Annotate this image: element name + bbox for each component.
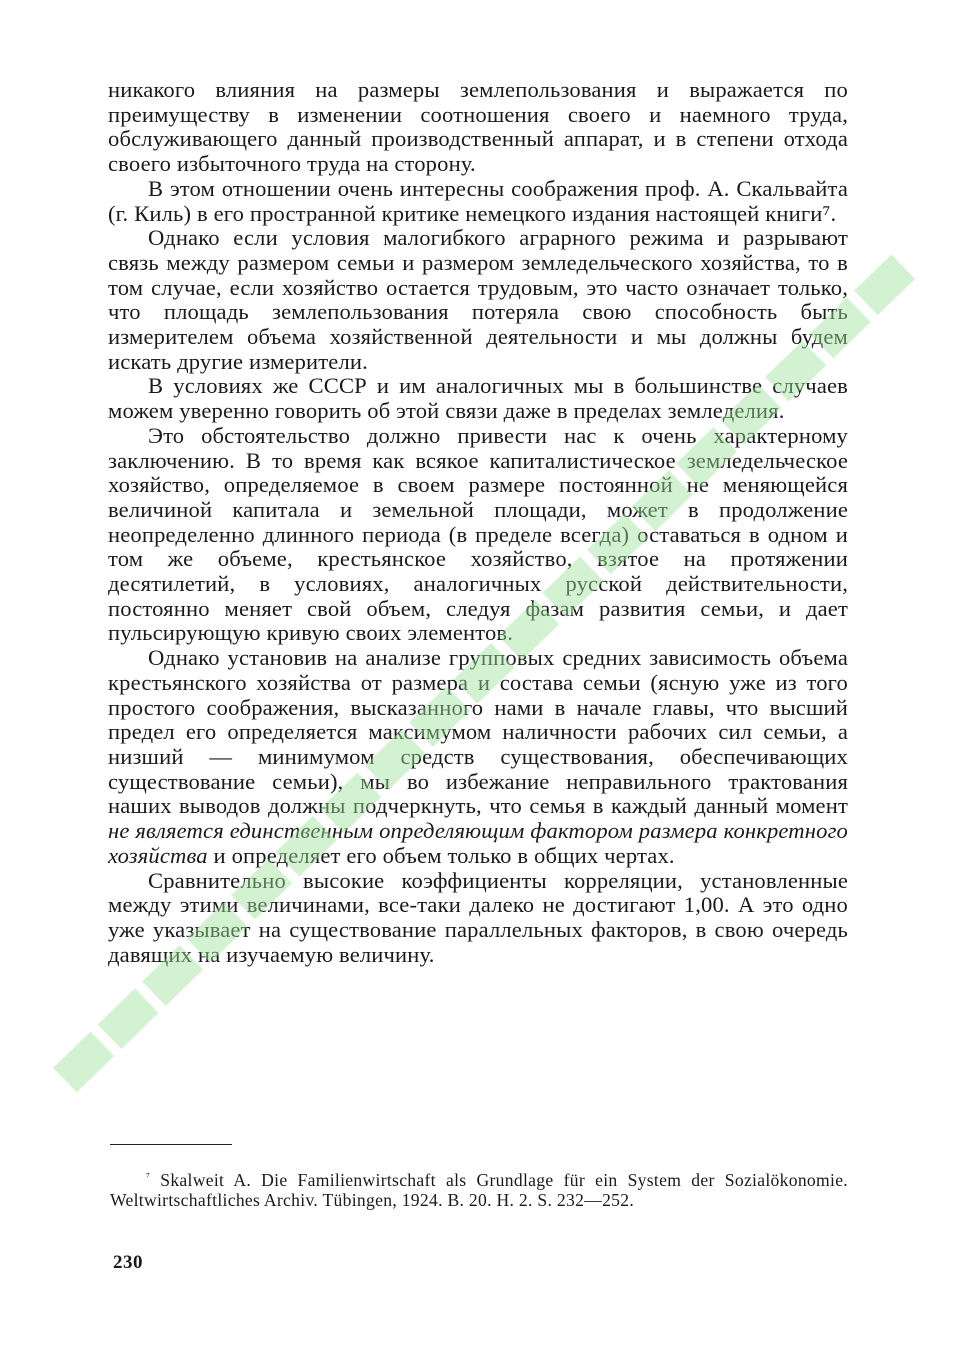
footnote-marker: ⁷ <box>146 1171 151 1183</box>
main-text <box>108 78 848 967</box>
paragraph-5: Это обстоятельство должно привести нас к очень характерному заключению. В то время как всякое капиталистическое земледельческое хозяйство, определяемое в своем размере постоянной не меняющейся величиной капитала и земельной площади, может в продолжение неопределенно длинного периода (в пределе всегда) оставаться в одном и том же объеме, крестьянское хозяйство, взятое на протяжении десятилетий, в условиях, аналогичных русской действительности, постоянно меняет свой объем, следуя фазам развития семьи, и дает пульсирующую кривую своих элементов. <box>108 422 848 646</box>
paragraph-2: В этом отношении очень интересны соображения проф. А. Скальвайта (г. Киль) в его пространной критике немецкого издания настоящей книги⁷. <box>108 175 848 226</box>
paragraph-1: никакого влияния на размеры землепользования и выражается по преимуществу в изменении соотношения своего и наемного труда, обслуживающего данный производственный аппарат, и в степени отхода своего избыточного труда на сторону. <box>108 77 848 177</box>
footnote <box>110 1168 848 1210</box>
page-number: 230 <box>113 1252 143 1273</box>
paragraph-7: Сравнительно высокие коэффициенты корреляции, установленные между этими величинами, все-таки далеко не достигают 1,00. А это одно уже указывает на существование параллельных факторов, в свою очередь давящих на изучаемую величину. <box>108 867 848 967</box>
paragraph-4: В условиях же СССР и им аналогичных мы в большинстве случаев можем уверенно говорить об этой связи даже в пределах земледелия. <box>108 373 848 424</box>
paragraph-3: Однако если условия малогибкого аграрного режима и разрывают связь между размером семьи и размером земледельческого хозяйства, то в том случае, если хозяйство остается трудовым, это часто означает только, что площадь землепользования потеряла свою способность быть измерителем объема хозяйственной деятельности и мы должны будем искать другие измерители. <box>108 225 848 374</box>
paragraph-6-tail: и определяет его объем только в общих чертах. <box>207 842 675 868</box>
footnote-text: Skalweit A. Die Familienwirtschaft als Grundlage für ein System der Sozialökonomie. Weltwirtschaftliches Archiv. Tübingen, 1924. B. 20. H. 2. S. 232—252. <box>110 1170 848 1210</box>
footnote-divider <box>110 1144 232 1145</box>
paragraph-6 <box>108 646 848 868</box>
paragraph-6-emphasis: не является единственным определяющим фактором размера конкретного хозяйства <box>108 818 848 868</box>
paragraph-6-lead: Однако установив на анализе групповых средних зависимость объема крестьянского хозяйства от размера и состава семьи (ясную уже из того простого соображения, высказанного нами в начале главы, что высший предел его определяется максимумом наличности рабочих сил семьи, а низший — минимумом средств существования, обеспечивающих существование семьи), мы во избежание неправильного трактования наших выводов должны подчеркнуть, что семья в каждый данный момент <box>108 645 848 819</box>
